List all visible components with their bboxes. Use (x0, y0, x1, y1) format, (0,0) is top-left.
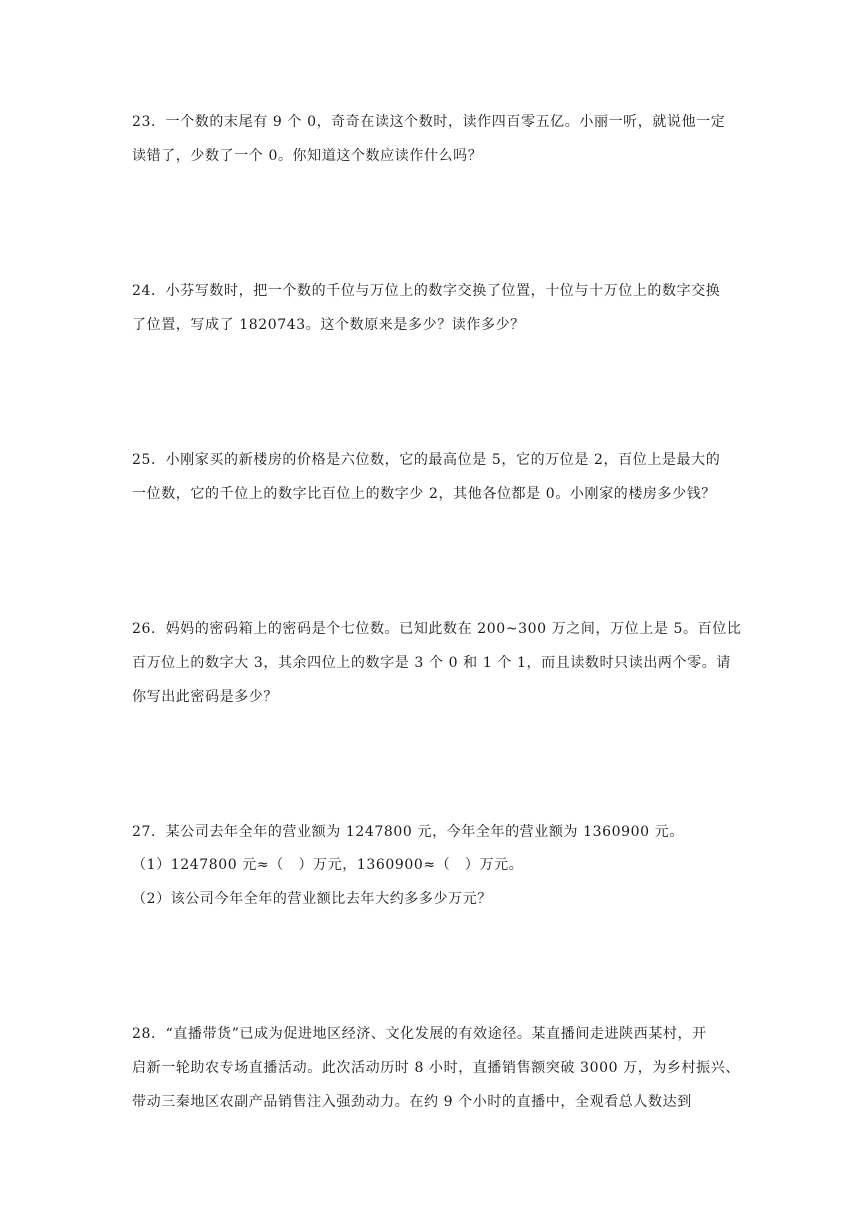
question-24-line-1: 24．小芬写数时，把一个数的千位与万位上的数字交换了位置，十位与十万位上的数字交换 (132, 283, 721, 299)
question-23-line-1: 23．一个数的末尾有 9 个 0，奇奇在读这个数时，读作四百零五亿。小丽一听，就说他一定 (132, 114, 726, 130)
question-26-line-1: 26．妈妈的密码箱上的密码是个七位数。已知此数在 200~300 万之间，万位上是 5。百位比 (132, 621, 742, 637)
question-28-line-2: 启新一轮助农专场直播活动。此次活动历时 8 小时，直播销售额突破 3000 万，为乡村振兴、 (132, 1060, 740, 1076)
question-27-line-1: 27．某公司去年全年的营业额为 1247800 元，今年全年的营业额为 1360900 元。 (132, 824, 684, 840)
question-28-line-1: 28．“直播带货”已成为促进地区经济、文化发展的有效途径。某直播间走进陕西某村，开 (132, 1026, 707, 1042)
question-28-line-3: 带动三秦地区农副产品销售注入强劲动力。在约 9 个小时的直播中，全观看总人数达到 (132, 1094, 692, 1110)
question-26-line-3: 你写出此密码是多少？ (132, 689, 278, 705)
question-25-line-1: 25．小刚家买的新楼房的价格是六位数，它的最高位是 5，它的万位是 2，百位上是最大的 (132, 452, 721, 468)
question-23-line-2: 读错了，少数了一个 0。你知道这个数应读作什么吗？ (132, 148, 483, 164)
question-27-line-2: （1）1247800 元≈（ ）万元，1360900≈（ ）万元。 (132, 857, 524, 873)
question-25-line-2: 一位数，它的千位上的数字比百位上的数字少 2，其他各位都是 0。小刚家的楼房多少钱？ (132, 486, 716, 502)
question-24-line-2: 了位置，写成了 1820743。这个数原来是多少？读作多少？ (132, 317, 525, 333)
question-27-line-3: （2）该公司今年全年的营业额比去年大约多多少万元？ (132, 891, 492, 907)
question-26-line-2: 百万位上的数字大 3，其余四位上的数字是 3 个 0 和 1 个 1，而且读数时只读出两个零。请 (132, 655, 731, 671)
